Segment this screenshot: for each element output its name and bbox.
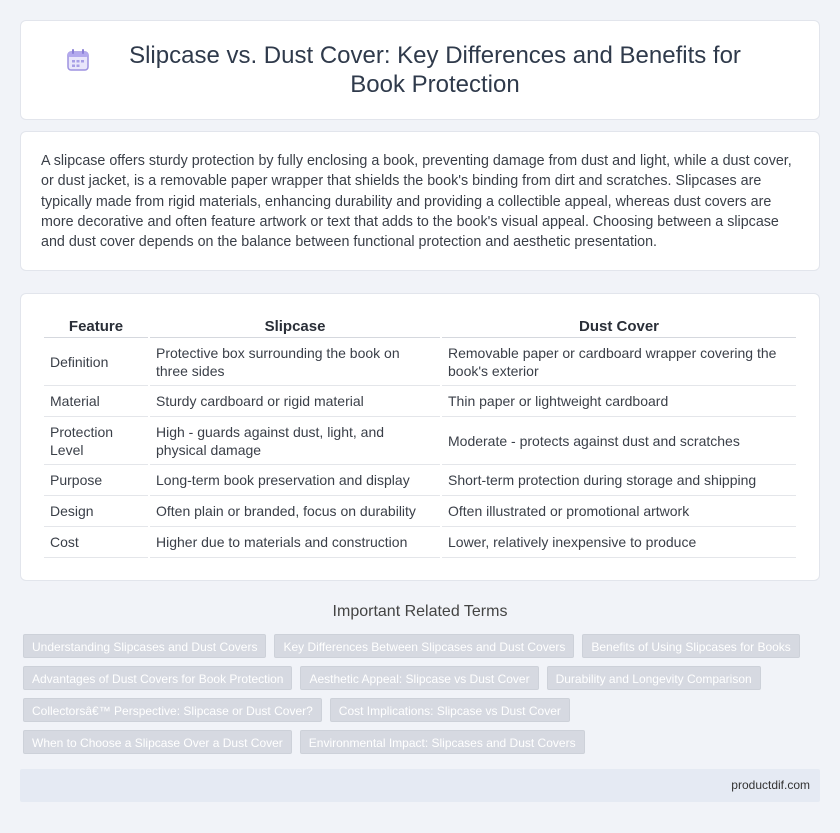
dust-cover-cell: Thin paper or lightweight cardboard [442, 386, 796, 417]
related-term-tag[interactable]: Benefits of Using Slipcases for Books [582, 634, 799, 658]
slipcase-cell: Higher due to materials and construction [150, 527, 440, 558]
slipcase-cell: Long-term book preservation and display [150, 465, 440, 496]
tag-row [23, 634, 800, 660]
related-term-tag[interactable]: Collectorsâ€™ Perspective: Slipcase or Dust Cover? [23, 698, 322, 722]
tag-row [23, 730, 585, 756]
dust-cover-cell: Lower, relatively inexpensive to produce [442, 527, 796, 558]
feature-cell: Design [44, 496, 148, 527]
related-term-tag[interactable]: Cost Implications: Slipcase vs Dust Cover [330, 698, 570, 722]
comparison-table [42, 316, 798, 558]
table-row [44, 496, 796, 527]
related-term-tag[interactable]: Key Differences Between Slipcases and Dust Covers [274, 634, 574, 658]
table-row [44, 338, 796, 386]
dust-cover-cell: Short-term protection during storage and shipping [442, 465, 796, 496]
dust-cover-cell: Removable paper or cardboard wrapper covering the book's exterior [442, 338, 796, 386]
slipcase-cell: Often plain or branded, focus on durability [150, 496, 440, 527]
related-term-tag[interactable]: Durability and Longevity Comparison [547, 666, 761, 690]
slipcase-cell: Sturdy cardboard or rigid material [150, 386, 440, 417]
intro-paragraph: A slipcase offers sturdy protection by fully enclosing a book, preventing damage from dust and light, while a dust cover, or dust jacket, is a removable paper wrapper that shields the book's binding from dirt and scratches. Slipcases are typically made from rigid materials, enhancing durability and providing a collectible appeal, whereas dust covers are more decorative and often feature artwork or text that adds to the book's visual appeal. Choosing between a slipcase and dust cover depends on the balance between functional protection and aesthetic presentation. [41, 153, 792, 251]
header-dust-cover: Dust Cover [442, 316, 796, 338]
table-row [44, 465, 796, 496]
header-feature: Feature [44, 316, 148, 338]
dust-cover-cell: Moderate - protects against dust and scratches [442, 417, 796, 465]
related-term-tag[interactable]: Environmental Impact: Slipcases and Dust Covers [300, 730, 585, 754]
footer [20, 769, 820, 802]
related-term-tag[interactable]: When to Choose a Slipcase Over a Dust Cover [23, 730, 292, 754]
slipcase-cell: Protective box surrounding the book on three sides [150, 338, 440, 386]
feature-cell: Purpose [44, 465, 148, 496]
table-header-row [44, 316, 796, 338]
feature-cell: Protection Level [44, 417, 148, 465]
feature-cell: Cost [44, 527, 148, 558]
related-term-tag[interactable]: Understanding Slipcases and Dust Covers [23, 634, 266, 658]
slipcase-cell: High - guards against dust, light, and physical damage [150, 417, 440, 465]
header-slipcase: Slipcase [150, 316, 440, 338]
table-row [44, 386, 796, 417]
table-row [44, 417, 796, 465]
tag-row [23, 666, 761, 692]
related-terms-heading: Important Related Terms [332, 603, 508, 620]
intro-card [20, 131, 820, 271]
page-title: Slipcase vs. Dust Cover: Key Differences and Benefits for Book Protection [129, 42, 741, 98]
tag-row [23, 698, 570, 724]
dust-cover-cell: Often illustrated or promotional artwork [442, 496, 796, 527]
table-row [44, 527, 796, 558]
title-card [20, 20, 820, 120]
feature-cell: Definition [44, 338, 148, 386]
related-term-tag[interactable]: Advantages of Dust Covers for Book Protection [23, 666, 292, 690]
related-term-tag[interactable]: Aesthetic Appeal: Slipcase vs Dust Cover [300, 666, 538, 690]
feature-cell: Material [44, 386, 148, 417]
footer-site-link[interactable]: productdif.com [731, 778, 810, 792]
comparison-card [20, 293, 820, 581]
